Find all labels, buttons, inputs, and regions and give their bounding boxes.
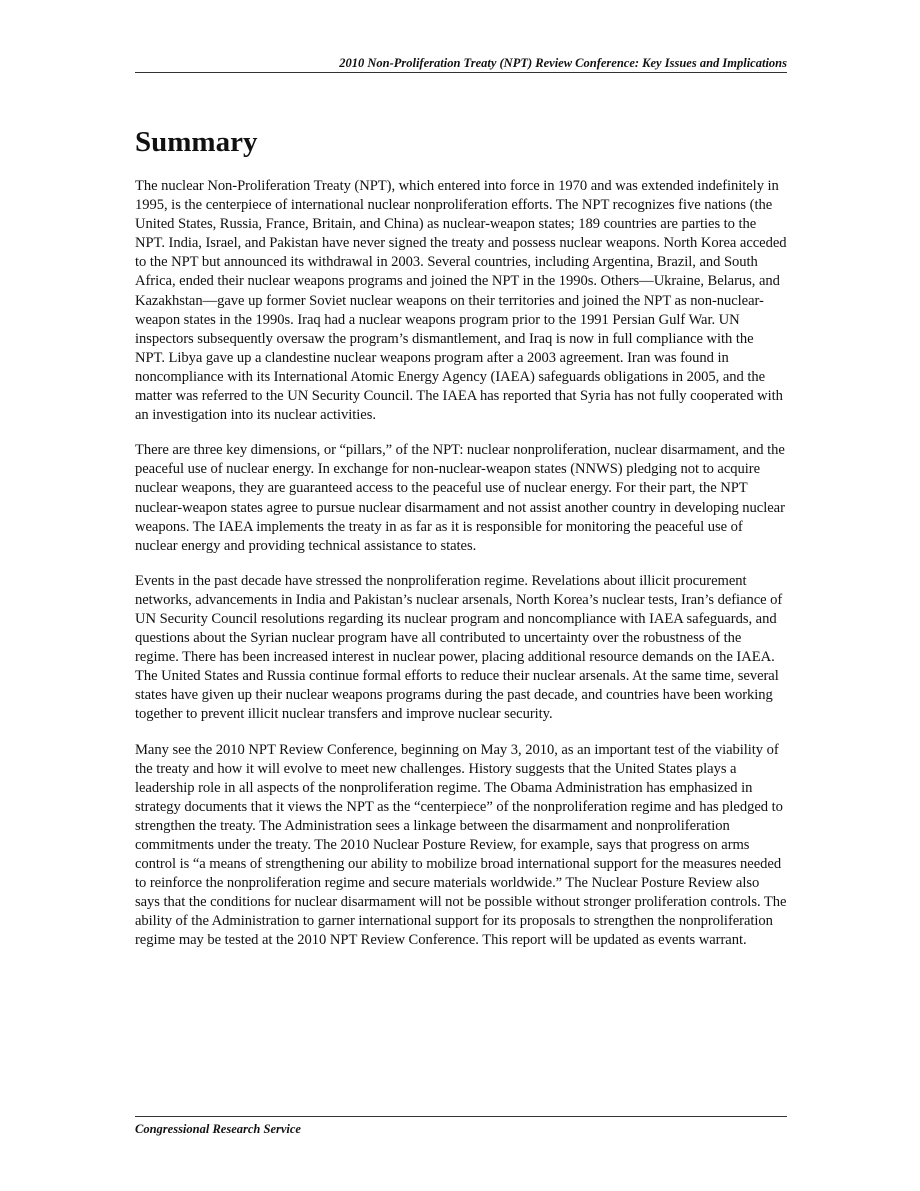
running-footer: Congressional Research Service: [135, 1122, 301, 1136]
summary-paragraph-3: Events in the past decade have stressed the nonproliferation regime. Revelations about illicit procurement networks, advancements in India and Pakistan’s nuclear arsenals, North Korea’s nuclear tests, Iran’s defiance of UN Security Council resolutions regarding its nuclear program and noncompliance with IAEA safeguards, and questions about the Syrian nuclear program have all contributed to uncertainty over the robustness of the regime. There has been increased interest in nuclear power, placing additional resource demands on the IAEA. The United States and Russia continue formal efforts to reduce their nuclear arsenals. At the same time, several states have given up their nuclear weapons programs during the past decade, and countries have been working together to prevent illicit nuclear transfers and improve nuclear security.: [135, 572, 783, 723]
summary-body: [135, 177, 787, 967]
header-divider: [135, 72, 787, 73]
running-header: 2010 Non-Proliferation Treaty (NPT) Review Conference: Key Issues and Implications: [339, 56, 787, 70]
summary-paragraph-2: There are three key dimensions, or “pillars,” of the NPT: nuclear nonproliferation, nuclear disarmament, and the peaceful use of nuclear energy. In exchange for non-nuclear-weapon states (NNWS) pledging not to acquire nuclear weapons, they are guaranteed access to the peaceful use of nuclear energy. For their part, the NPT nuclear-weapon states agree to pursue nuclear disarmament and not assist another country in developing nuclear weapons. The IAEA implements the treaty in as far as it is responsible for monitoring the peaceful use of nuclear energy and providing technical assistance to states.: [135, 442, 785, 554]
summary-paragraph-4: Many see the 2010 NPT Review Conference, beginning on May 3, 2010, as an important test of the viability of the treaty and how it will evolve to meet new challenges. History suggests that the United States plays a leadership role in all aspects of the nonproliferation regime. The Obama Administration has emphasized in strategy documents that it views the NPT as the “centerpiece” of the nonproliferation regime and has pledged to strengthen the treaty. The Administration sees a linkage between the disarmament and nonproliferation commitments under the treaty. The 2010 Nuclear Posture Review, for example, says that progress on arms control is “a means of strengthening our ability to mobilize broad international support for the measures needed to reinforce the nonproliferation regime and secure materials worldwide.” The Nuclear Posture Review also says that the conditions for nuclear disarmament will not be possible without stronger proliferation controls. The ability of the Administration to garner international support for its proposals to strengthen the nonproliferation regime may be tested at the 2010 NPT Review Conference. This report will be updated as events warrant.: [135, 741, 787, 949]
summary-paragraph-1: The nuclear Non-Proliferation Treaty (NPT), which entered into force in 1970 and was extended indefinitely in 1995, is the centerpiece of international nuclear nonproliferation efforts. The NPT recognizes five nations (the United States, Russia, France, Britain, and China) as nuclear-weapon states; 189 countries are parties to the NPT. India, Israel, and Pakistan have never signed the treaty and possess nuclear weapons. North Korea acceded to the NPT but announced its withdrawal in 2003. Several countries, including Argentina, Brazil, and South Africa, ended their nuclear weapons programs and joined the NPT in the 1990s. Others—Ukraine, Belarus, and Kazakhstan—gave up former Soviet nuclear weapons on their territories and joined the NPT as non-nuclear-weapon states in the 1990s. Iraq had a nuclear weapons program prior to the 1991 Persian Gulf War. UN inspectors subsequently oversaw the program’s dismantlement, and Iraq is now in full compliance with the NPT. Libya gave up a clandestine nuclear weapons program after a 2003 agreement. Iran was found in noncompliance with its International Atomic Energy Agency (IAEA) safeguards obligations in 2005, and the matter was referred to the UN Security Council. The IAEA has reported that Syria has not fully cooperated with an investigation into its nuclear activities.: [135, 178, 787, 424]
section-title: Summary: [135, 126, 258, 158]
footer-divider: [135, 1116, 787, 1117]
